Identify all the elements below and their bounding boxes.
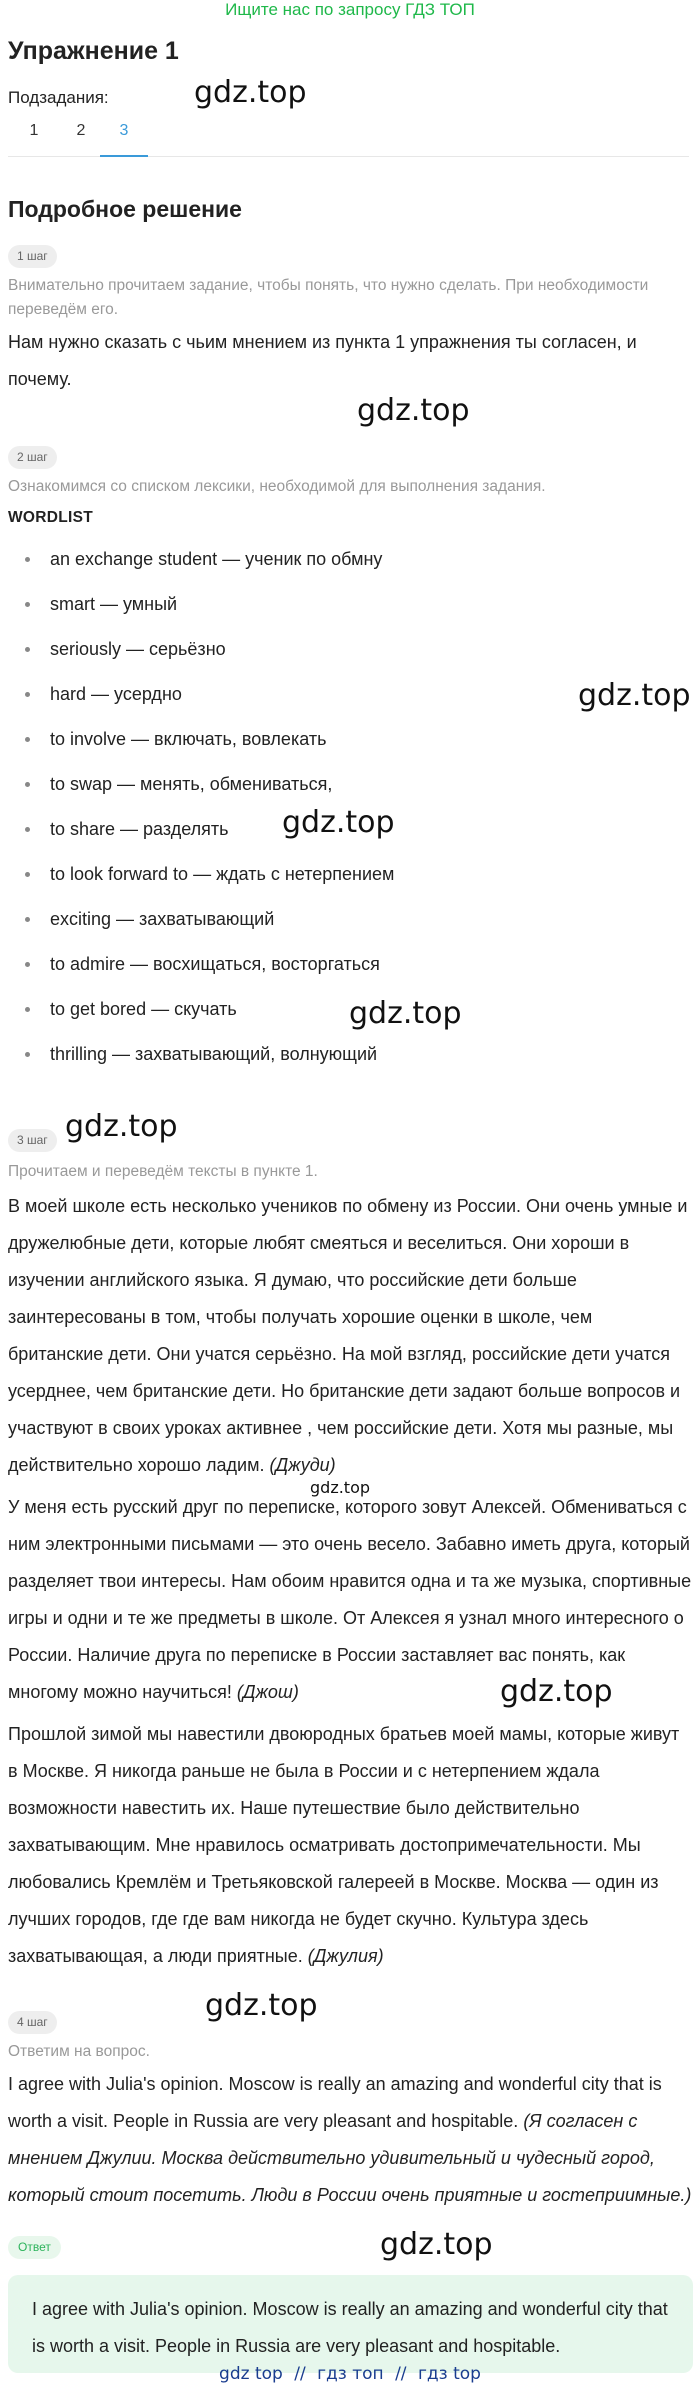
list-item: to get bored — скучать	[8, 987, 692, 1032]
list-item: smart — умный	[8, 582, 692, 627]
step-4-translation: (Я согласен с мнением Джулии. Москва действительно удивительный и чудесный город, который стоит посетить. Люди в России очень приятные и гостеприимные.)	[8, 2111, 692, 2205]
active-tab-indicator	[100, 155, 148, 157]
watermark: gdz.top	[380, 2227, 493, 2262]
list-item: to look forward to — ждать с нетерпением	[8, 852, 692, 897]
list-item: seriously — серьёзно	[8, 627, 692, 672]
step-2-hint: Ознакомимся со списком лексики, необходимой для выполнения задания.	[8, 478, 546, 495]
list-item: hard — усердно	[8, 672, 692, 717]
text-julia-body: Прошлой зимой мы навестили двоюродных братьев моей мамы, которые живут в Москве. Я никогда раньше не была в России и с нетерпением ждала возможности навестить их. Наше путешествие было действительно захватывающим. Мне нравилось осматривать достопримечательности. Мы любовались Кремлём и Третьяковской галереей в Москве. Москва — один из лучших городов, где где вам никогда не будет скучно. Культура здесь захватывающая, а люди приятные.	[8, 1724, 680, 1966]
page-title: Упражнение 1	[8, 37, 179, 65]
author-julia: (Джулия)	[307, 1946, 384, 1966]
answer-text: I agree with Julia's opinion. Moscow is really an amazing and wonderful city that is worth a visit. People in Russia are very pleasant and hospitable.	[32, 2299, 668, 2356]
list-item: to share — разделять	[8, 807, 692, 852]
watermark: gdz.top	[500, 1674, 613, 1709]
text-judy	[8, 1188, 692, 1484]
top-banner: Ищите нас по запросу ГДЗ ТОП	[225, 0, 475, 19]
answer-box	[8, 2275, 693, 2373]
step-4-text	[8, 2066, 692, 2214]
list-item: exciting — захватывающий	[8, 897, 692, 942]
footer-link-gdz-top[interactable]: gdz top	[219, 2364, 283, 2384]
watermark: gdz.top	[282, 805, 395, 840]
subtasks-label: Подзадания:	[8, 88, 109, 107]
step-1-hint: Внимательно прочитаем задание, чтобы понять, что нужно сделать. При необходимости переведём его.	[8, 277, 649, 318]
author-josh: (Джош)	[236, 1682, 299, 1702]
watermark: gdz.top	[205, 1988, 318, 2023]
step-badge-2: 2 шаг	[8, 446, 57, 469]
text-judy-body: В моей школе есть несколько учеников по обмену из России. Они очень умные и дружелюбные дети, которые любят смеяться и веселиться. Они хороши в изучении английского языка. Я думаю, что российские дети больше заинтересованы в том, чтобы получать хорошие оценки в школе, чем британские дети. Они учатся серьёзно. На мой взгляд, российские дети учатся усерднее, чем британские дети. Но британские дети задают больше вопросов и участвуют в своих уроках активнее , чем российские дети. Хотя мы разные, мы действительно хорошо ладим.	[8, 1196, 688, 1475]
step-4-answer-en: I agree with Julia's opinion. Moscow is really an amazing and wonderful city that is worth a visit. People in Russia are very pleasant and hospitable.	[8, 2074, 662, 2131]
list-item: an exchange student — ученик по обмну	[8, 537, 692, 582]
footer-separator: //	[395, 2364, 407, 2384]
step-badge-1: 1 шаг	[8, 245, 57, 268]
list-item: to admire — восхищаться, восторгаться	[8, 942, 692, 987]
list-item: thrilling — захватывающий, волнующий	[8, 1032, 692, 1077]
watermark: gdz.top	[194, 75, 307, 110]
answer-badge: Ответ	[8, 2236, 61, 2259]
subtask-tabs	[8, 114, 689, 157]
watermark: gdz.top	[349, 996, 462, 1031]
tab-subtask-3[interactable]: 3	[119, 122, 129, 139]
section-title: Подробное решение	[8, 196, 242, 222]
step-badge-3: 3 шаг	[8, 1129, 57, 1152]
step-4-hint: Ответим на вопрос.	[8, 2043, 150, 2060]
step-badge-4: 4 шаг	[8, 2011, 57, 2034]
list-item: to swap — менять, обмениваться,	[8, 762, 692, 807]
footer-link-gdz-top-mixed[interactable]: гдз top	[417, 2364, 481, 2384]
watermark: gdz.top	[357, 393, 470, 428]
footer-link-gdz-top-ru[interactable]: гдз топ	[317, 2364, 384, 2384]
text-josh-body: У меня есть русский друг по переписке, которого зовут Алексей. Обмениваться с ним электронными письмами — это очень весело. Забавно иметь друга, который разделяет твои интересы. Нам обоим нравится одна и та же музыка, спортивные игры и одни и те же предметы в школе. От Алексея я узнал много интересного о России. Наличие друга по переписке в России заставляет вас понять, как многому можно научиться!	[8, 1497, 692, 1702]
tab-subtask-1[interactable]: 1	[29, 122, 39, 139]
tab-subtask-2[interactable]: 2	[76, 122, 86, 139]
step-3-hint: Прочитаем и переведём тексты в пункте 1.	[8, 1163, 318, 1180]
step-1-text: Нам нужно сказать с чьим мнением из пункта 1 упражнения ты согласен, и почему.	[8, 332, 637, 389]
footer-separator: //	[294, 2364, 306, 2384]
watermark: gdz.top	[310, 1478, 371, 1497]
text-julia	[8, 1716, 692, 1975]
footer-links	[0, 2364, 700, 2384]
list-item: to involve — включать, вовлекать	[8, 717, 692, 762]
wordlist-title: WORDLIST	[8, 509, 94, 526]
watermark: gdz.top	[578, 678, 691, 713]
author-judy: (Джуди)	[269, 1455, 336, 1475]
watermark: gdz.top	[65, 1109, 178, 1144]
